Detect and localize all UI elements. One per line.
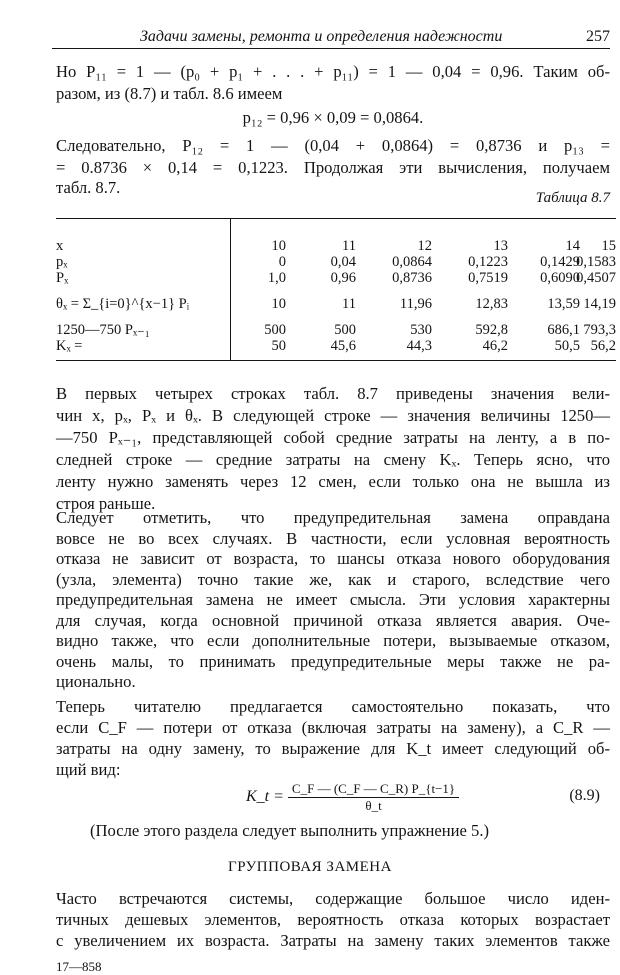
text-line: вовсе не во всех случаях. В частности, если условная вероятность [56, 528, 610, 548]
text-line: В первых четырех строках табл. 8.7 приведены значения вели- [56, 384, 610, 403]
table-cell: 0,1583 [576, 254, 616, 270]
table-cell: 56,2 [590, 338, 616, 354]
text-line: Теперь читателю предлагается самостоятельно показать, что [56, 696, 610, 716]
text-line: Часто встречаются системы, содержащие большое число иден- [56, 888, 610, 908]
text-line: щий вид: [56, 759, 121, 779]
table-cell: 12,83 [475, 296, 508, 312]
text-line: с увеличением их возраста. Затраты на замену таких элементов также [56, 930, 610, 950]
row-label: Pₓ [56, 270, 69, 286]
table-cell: 13,59 [547, 296, 580, 312]
text-line: Следовательно, P₁₂ = 1 — (0,04 + 0,0864) = 0,8736 и p₁₃ = [56, 136, 610, 155]
table-row [56, 238, 616, 254]
formula-numerator: C_F — (C_F — C_R) P_{t−1} [288, 781, 459, 798]
table-bottom-rule [56, 360, 616, 361]
table-cell: 1,0 [267, 270, 286, 286]
text-line: очень малы, то принимать предупредительные меры также не ра- [56, 651, 610, 671]
table-cell: 14,19 [583, 296, 616, 312]
table-cell: 500 [334, 322, 356, 338]
text-line: = 0.8736 × 0,14 = 0,1223. Продолжая эти вычисления, получаем [56, 158, 610, 177]
table-row [56, 270, 616, 286]
table-cell: 10 [271, 296, 286, 312]
text-line: предупредительная замена не имеет смысла. Эти условия характерны [56, 590, 610, 609]
formula [56, 781, 610, 815]
section-title: ГРУППОВАЯ ЗАМЕНА [228, 858, 392, 875]
table-cell: 15 [601, 238, 616, 254]
table-cell: 45,6 [330, 338, 356, 354]
table-cell: 0,04 [330, 254, 356, 270]
table-top-rule [56, 218, 616, 219]
equation-number: (8.9) [569, 786, 600, 804]
text-line: отказа не зависит от возраста, то шансы отказа нового оборудования [56, 549, 610, 568]
table-row [56, 338, 616, 354]
table-cell: 12 [417, 238, 432, 254]
text-line: Но P₁₁ = 1 — (p₀ + p₁ + . . . + p₁₁) = 1 — 0,04 = 0,96. Таким об- [56, 62, 610, 81]
table-cell: 10 [271, 238, 286, 254]
table-row [56, 254, 616, 270]
table-cell: 500 [264, 322, 286, 338]
text-line: чин x, pₓ, Pₓ и θₓ. В следующей строке — значения величины 1250— [56, 406, 610, 425]
table-cell: 793,3 [583, 322, 616, 338]
formula-denominator: θ_t [365, 797, 382, 813]
table-cell: 0,1223 [468, 254, 508, 270]
text-line: табл. 8.7. [56, 178, 121, 197]
table-row [56, 296, 616, 312]
table-cell: 686,1 [547, 322, 580, 338]
formula-fraction [288, 781, 459, 814]
text-line: для случая, когда основной причиной отказа является авария. Оче- [56, 610, 610, 630]
row-label: θₓ = Σ_{i=0}^{x−1} Pᵢ [56, 296, 190, 312]
equation-line: p₁₂ = 0,96 × 0,09 = 0,0864. [242, 108, 424, 127]
text-line: (узла, элемента) точно такие же, как и старого, вследствие чего [56, 569, 610, 589]
table-cell: 11,96 [399, 296, 432, 312]
table-cell: 0,1429 [540, 254, 580, 270]
text-line: следней строке — средние затраты на смену Kₓ. Теперь ясно, что [56, 450, 610, 469]
table-cell: 0,7519 [468, 270, 508, 286]
table-cell: 46,2 [482, 338, 508, 354]
row-label: pₓ [56, 254, 68, 270]
table-cell: 50 [271, 338, 286, 354]
page-number: 257 [586, 28, 610, 45]
table-row [56, 322, 616, 338]
text-line: строя раньше. [56, 494, 156, 513]
table-cell: 0,0864 [392, 254, 432, 270]
table-cell: 0,8736 [392, 270, 432, 286]
table-cell: 0,6090 [540, 270, 580, 286]
text-line: тичных дешевых элементов, вероятность отказа которых возрастает [56, 909, 610, 929]
table-cell: 50,5 [554, 338, 580, 354]
table-cell: 11 [342, 238, 356, 254]
table-cell: 0,4507 [576, 270, 616, 286]
text-line: затраты на одну замену, то выражение для K_t имеет следующий об- [56, 738, 610, 758]
text-line: видно также, что если дополнительные потери, вызываемые отказом, [56, 631, 610, 650]
table-cell: 530 [410, 322, 432, 338]
row-label: 1250—750 Pₓ₋₁ [56, 322, 150, 338]
table-cell: 0 [278, 254, 286, 270]
table-cell: 592,8 [475, 322, 508, 338]
table-cell: 44,3 [406, 338, 432, 354]
text-line: (После этого раздела следует выполнить упражнение 5.) [90, 820, 490, 840]
table-cell: 0,96 [330, 270, 356, 286]
row-label: x [56, 238, 64, 254]
running-header [52, 28, 610, 49]
text-line: если C_F — потери от отказа (включая затраты на замену), а C_R — [56, 717, 610, 737]
text-line: Следует отметить, что предупредительная замена оправдана [56, 508, 610, 527]
header-title: Задачи замены, ремонта и определения надежности [140, 28, 503, 45]
table-cell: 11 [342, 296, 356, 312]
text-line: ленту нужно заменять через 12 смен, если только она не вышла из [56, 472, 610, 491]
table-cell: 13 [493, 238, 508, 254]
text-line: разом, из (8.7) и табл. 8.6 имеем [56, 84, 283, 103]
formula-lhs: K_t = [246, 787, 284, 805]
table-cell: 14 [565, 238, 580, 254]
text-line: ционально. [56, 672, 136, 691]
table-caption: Таблица 8.7 [535, 190, 610, 206]
row-label: Kₓ = [56, 338, 83, 354]
text-line: —750 Pₓ₋₁, представляющей собой средние затраты на ленту, а в по- [56, 428, 610, 447]
footer-signature: 17—858 [56, 958, 102, 974]
